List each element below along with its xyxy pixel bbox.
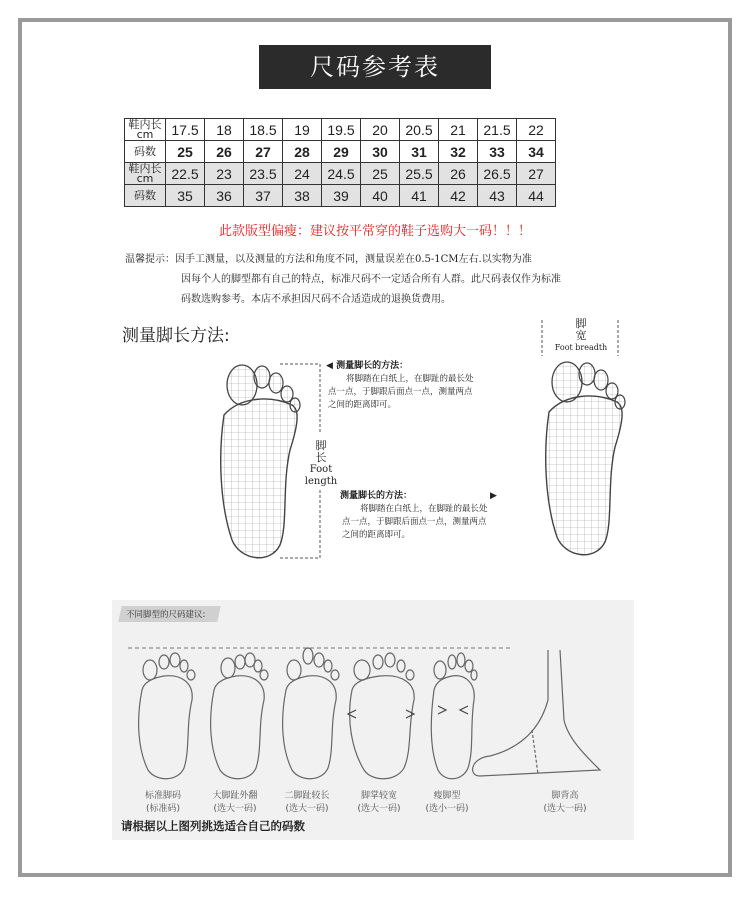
table-cell: 43 — [478, 185, 517, 207]
instruction-line: 点一点，于脚跟后面点一点，测量两点 — [342, 517, 487, 527]
foot-type-caption — [128, 790, 198, 816]
instruction-line: 之间的距离即可。 — [328, 400, 397, 410]
table-cell: 26 — [205, 141, 244, 163]
foot-type-name: 二脚趾较长 — [284, 791, 330, 801]
foot-outline-standard — [139, 653, 195, 779]
instruction-title: 测量脚长的方法： — [336, 361, 409, 371]
page-title: 尺码参考表 — [259, 45, 491, 89]
foot-type-name: 大脚趾外翻 — [212, 791, 258, 801]
table-cell: 32 — [439, 141, 478, 163]
foot-outline-wide — [348, 653, 414, 779]
foot-type-caption — [530, 790, 600, 816]
foot-type-name: 标准脚码 — [144, 791, 181, 801]
table-cell: 26 — [439, 163, 478, 185]
tips-block — [125, 250, 625, 310]
foot-breadth-label — [545, 318, 617, 354]
row-header: 码数 — [125, 141, 166, 163]
method-title: 测量脚长方法: — [122, 326, 230, 346]
instruction-line: 将脚踏在白纸上，在脚趾的最长处 — [360, 504, 488, 514]
row-header: 鞋内长cm — [125, 119, 166, 141]
table-row — [125, 185, 556, 207]
table-cell: 40 — [361, 185, 400, 207]
instruction-title: 测量脚长的方法： — [340, 491, 413, 501]
instruction-line: 将脚踏在白纸上，在脚趾的最长处 — [346, 374, 474, 384]
table-cell: 19.5 — [322, 119, 361, 141]
table-cell: 18.5 — [244, 119, 283, 141]
tips-line: 因每个人的脚型都有自己的特点，标准尺码不一定适合所有人群。此尺码表仅作为标准 — [181, 274, 561, 285]
foot-type-caption — [412, 790, 482, 816]
foot-length-cn: 脚 — [315, 439, 327, 452]
table-cell: 38 — [283, 185, 322, 207]
foot-type-illustrations — [120, 630, 620, 790]
table-cell: 22.5 — [166, 163, 205, 185]
table-row — [125, 141, 556, 163]
foot-outline-bunion — [211, 653, 268, 779]
instruction-bottom — [340, 490, 497, 542]
size-advice-note: 此款版型偏瘦：建议按平常穿的鞋子选购大一码！！！ — [218, 224, 531, 239]
tips-line: 码数选购参考。本店不承担因尺码不合适造成的退换货费用。 — [181, 294, 451, 305]
table-cell: 20.5 — [400, 119, 439, 141]
foot-outline-long-second-toe — [283, 648, 339, 779]
tips-line: 温馨提示：因手工测量，以及测量的方法和角度不同，测量误差在0.5-1CM左右.以实物为准 — [125, 254, 532, 265]
foot-type-caption — [200, 790, 270, 816]
table-cell: 21 — [439, 119, 478, 141]
foot-length-label — [292, 440, 350, 488]
table-cell: 27 — [244, 141, 283, 163]
table-cell: 25 — [166, 141, 205, 163]
table-cell: 44 — [517, 185, 556, 207]
table-cell: 22 — [517, 119, 556, 141]
table-row — [125, 163, 556, 185]
foot-type-advice: (选大一码) — [213, 804, 257, 814]
table-cell: 27 — [517, 163, 556, 185]
table-cell: 24 — [283, 163, 322, 185]
row-header: 鞋内长cm — [125, 163, 166, 185]
table-cell: 36 — [205, 185, 244, 207]
foot-type-advice: (选小一码) — [425, 804, 469, 814]
table-cell: 25.5 — [400, 163, 439, 185]
instruction-line: 之间的距离即可。 — [342, 530, 411, 540]
instruction-line: 点一点，于脚跟后面点一点，测量两点 — [328, 387, 473, 397]
row-header: 码数 — [125, 185, 166, 207]
foot-breadth-cn: 脚 — [575, 317, 587, 330]
table-cell: 29 — [322, 141, 361, 163]
table-cell: 24.5 — [322, 163, 361, 185]
table-cell: 34 — [517, 141, 556, 163]
table-cell: 37 — [244, 185, 283, 207]
table-cell: 39 — [322, 185, 361, 207]
foot-type-caption — [272, 790, 342, 816]
foot-type-advice: (选大一码) — [285, 804, 329, 814]
arrow-right-icon: ▶ — [490, 491, 497, 501]
table-cell: 26.5 — [478, 163, 517, 185]
foot-breadth-en: Foot breadth — [554, 343, 608, 352]
table-row — [125, 119, 556, 141]
table-cell: 31 — [400, 141, 439, 163]
panel-tag-label: 不同脚型的尺码建议: — [126, 610, 206, 620]
table-cell: 18 — [205, 119, 244, 141]
table-cell: 30 — [361, 141, 400, 163]
table-cell: 21.5 — [478, 119, 517, 141]
table-cell: 17.5 — [166, 119, 205, 141]
bottom-note: 请根据以上图列挑选适合自己的码数 — [121, 819, 305, 833]
table-cell: 23 — [205, 163, 244, 185]
foot-outline-high-instep — [473, 650, 600, 776]
foot-type-advice: (选大一码) — [543, 804, 587, 814]
panel-tag — [118, 606, 221, 622]
foot-breadth-cn: 宽 — [575, 329, 587, 342]
foot-breadth-illustration — [535, 352, 630, 567]
foot-type-advice: (标准码) — [145, 804, 181, 814]
table-cell: 33 — [478, 141, 517, 163]
table-cell: 42 — [439, 185, 478, 207]
table-cell: 41 — [400, 185, 439, 207]
foot-length-cn: 长 — [315, 451, 327, 464]
table-cell: 19 — [283, 119, 322, 141]
table-cell: 35 — [166, 185, 205, 207]
foot-type-advice: (选大一码) — [357, 804, 401, 814]
arrow-left-icon: ◀ — [326, 361, 337, 371]
foot-type-name: 脚背高 — [551, 791, 579, 801]
table-cell: 28 — [283, 141, 322, 163]
table-cell: 23.5 — [244, 163, 283, 185]
foot-type-name: 瘦脚型 — [433, 791, 461, 801]
foot-outline-slim — [431, 653, 477, 779]
foot-type-name: 脚掌较宽 — [360, 791, 397, 801]
instruction-top — [326, 360, 474, 412]
table-cell: 20 — [361, 119, 400, 141]
foot-type-caption — [344, 790, 414, 816]
size-table — [124, 118, 556, 207]
foot-length-en: Foot length — [304, 464, 338, 487]
table-cell: 25 — [361, 163, 400, 185]
